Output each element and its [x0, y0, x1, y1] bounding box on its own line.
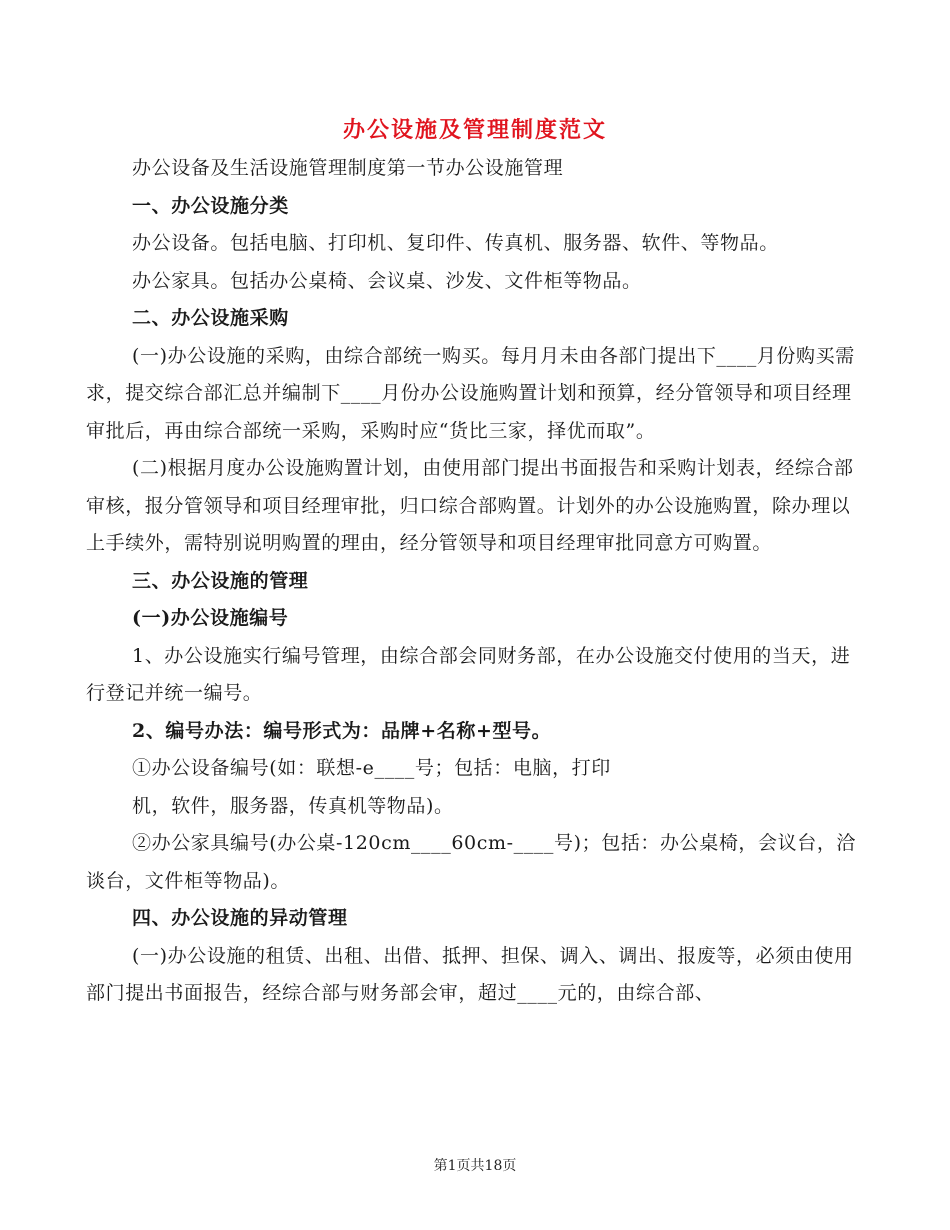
paragraph-transfer-1: (一)办公设施的租赁、出租、出借、抵押、担保、调入、调出、报废等，必须由使用部门提出书面报告，经综合部与财务部会审，超过____元的，由综合部、 [86, 944, 854, 1004]
paragraph-equipment-code-cont: 机，软件，服务器，传真机等物品)。 [132, 794, 454, 817]
paragraph-office-equipment: 办公设备。包括电脑、打印机、复印件、传真机、服务器、软件、等物品。 [132, 232, 779, 254]
subsection-heading-numbering: (一)办公设施编号 [132, 607, 289, 629]
paragraph-furniture-code: ②办公家具编号(办公桌-120cm____60cm-____号)；包括：办公桌椅，会议台，洽谈台，文件柜等物品)。 [86, 832, 857, 892]
paragraph-procurement-1: (一)办公设施的采购，由综合部统一购买。每月月未由各部门提出下____月份购买需求，提交综合部汇总并编制下____月份办公设施购置计划和预算，经分管领导和项目经理审批后，再由综合部统一采购，采购时应“货比三家，择优而取”。 [86, 344, 855, 442]
page-footer: 第1页共18页 [433, 1158, 517, 1174]
document-body [86, 150, 866, 1013]
paragraph-office-furniture: 办公家具。包括办公桌椅、会议桌、沙发、文件柜等物品。 [132, 269, 642, 292]
paragraph-procurement-2: (二)根据月度办公设施购置计划，由使用部门提出书面报告和采购计划表，经综合部审核，报分管领导和项目经理审批，归口综合部购置。计划外的办公设施购置，除办理以上手续外，需特别说明购置的理由，经分管领导和项目经理审批同意方可购置。 [86, 457, 854, 554]
section-heading-3: 三、办公设施的管理 [132, 569, 309, 592]
document-title: 办公设施及管理制度范文 [342, 117, 607, 143]
intro-line: 办公设备及生活设施管理制度第一节办公设施管理 [132, 157, 564, 179]
section-heading-4: 四、办公设施的异动管理 [132, 907, 348, 929]
paragraph-numbering-1: 1、办公设施实行编号管理，由综合部会同财务部，在办公设施交付使用的当天，进行登记并统一编号。 [86, 644, 851, 704]
section-heading-2: 二、办公设施采购 [132, 307, 289, 329]
section-heading-1: 一、办公设施分类 [132, 194, 289, 217]
paragraph-equipment-code: ①办公设备编号(如：联想-e____号；包括：电脑，打印 [132, 757, 611, 779]
paragraph-numbering-2: 2、编号办法：编号形式为：品牌+名称+型号。 [132, 719, 552, 742]
